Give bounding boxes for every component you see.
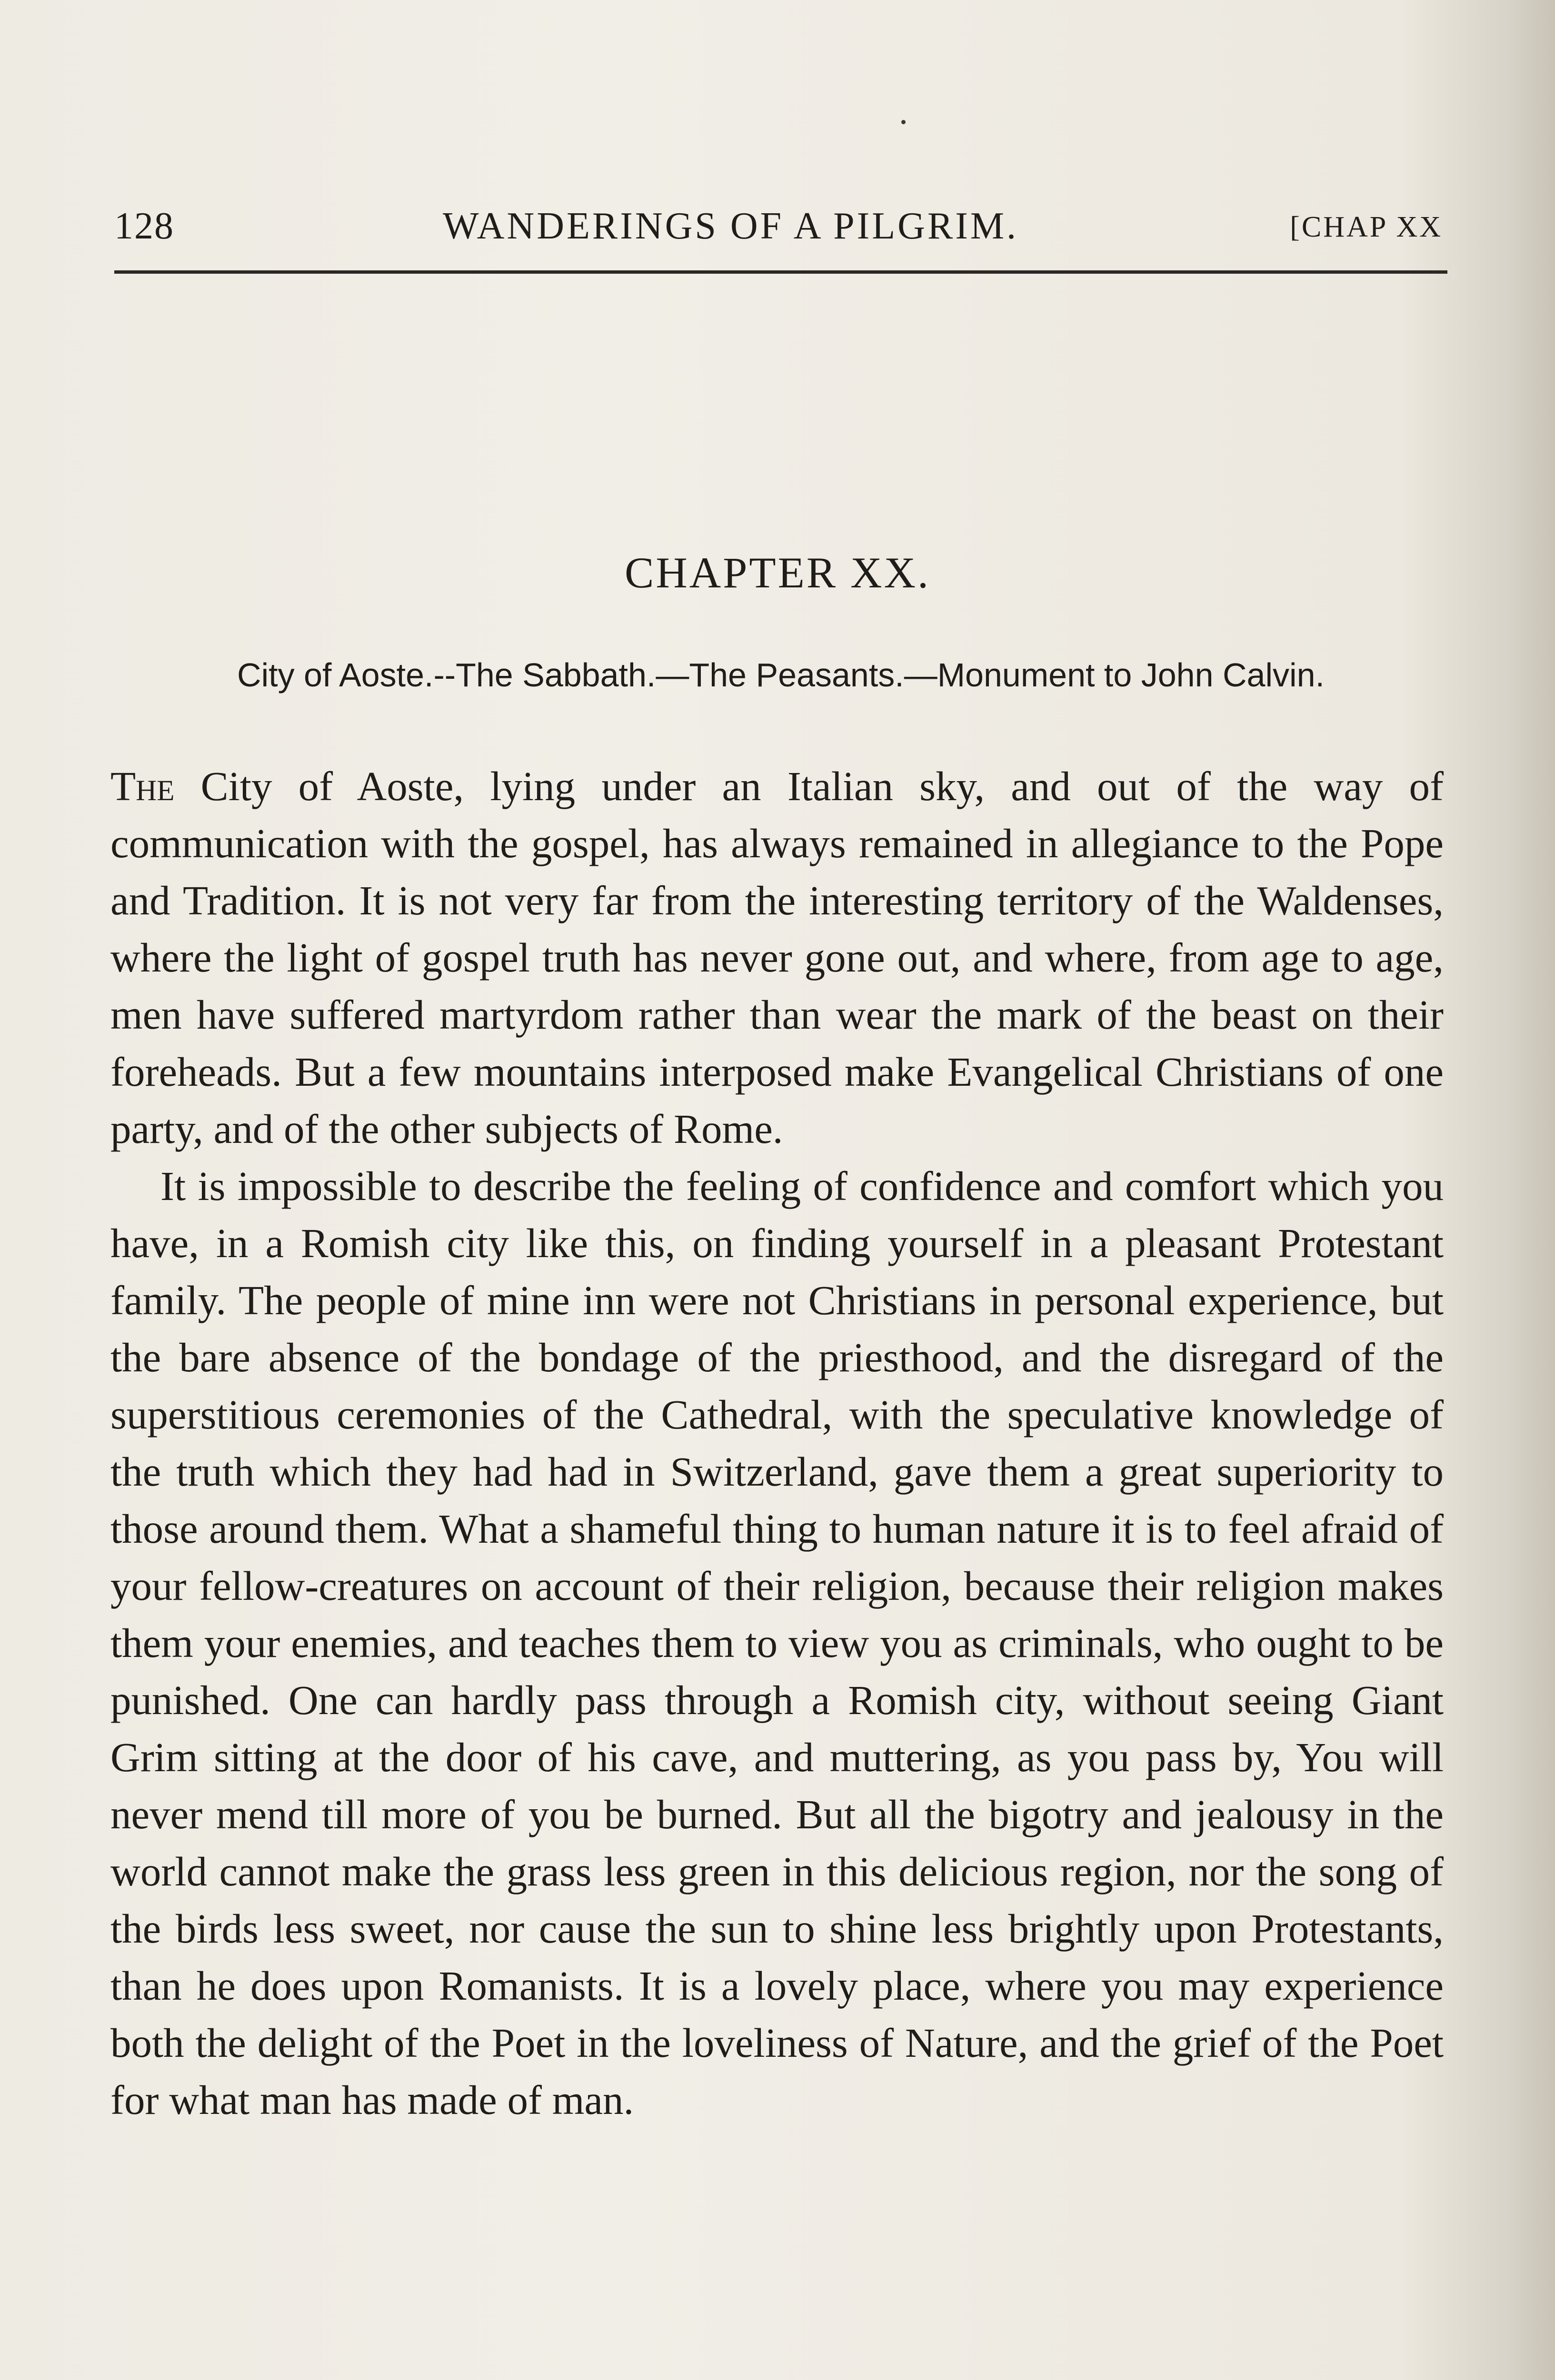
chapter-summary: City of Aoste.--The Sabbath.—The Peasants.—Monument to John Calvin. [237, 656, 1325, 694]
running-title: WANDERINGS OF A PILGRIM. [443, 205, 1018, 247]
paragraph-1-lead: The [110, 763, 175, 809]
paragraph-1-text: City of Aoste, lying under an Italian sky, and out of the way of communication with the gospel, has always remained in allegiance to the Pope and Tradition. It is not very far from the interesting territory of the Waldenses, where the light of gospel truth has never gone out, and where, from age to age, men have suffered martyrdom rather than wear the mark of the beast on their foreheads. But a few mountains interposed make Evangelical Christians of one party, and of the other subjects of Rome. [110, 763, 1444, 1152]
header-rule [114, 270, 1447, 274]
page-number: 128 [114, 205, 174, 247]
paragraph-1 [110, 758, 1444, 1158]
chapter-reference: [CHAP XX [1290, 211, 1443, 243]
chapter-title: CHAPTER XX. [624, 548, 931, 597]
ink-speck [901, 120, 906, 124]
running-header [114, 205, 1443, 257]
body-text [110, 758, 1444, 2129]
paragraph-2: It is impossible to describe the feeling of confidence and comfort which you have, in a Romish city like this, on finding yourself in a pleasant Protestant family. The people of mine inn were not Christians in personal experience, but the bare absence of the bondage of the priesthood, and the disregard of the superstitious ceremonies of the Cathedral, with the speculative knowledge of the truth which they had had in Switzerland, gave them a great superiority to those around them. What a shameful thing to human nature it is to feel afraid of your fellow-creatures on account of their religion, because their religion makes them your enemies, and teaches them to view you as criminals, who ought to be punished. One can hardly pass through a Romish city, without seeing Giant Grim sitting at the door of his cave, and muttering, as you pass by, You will never mend till more of you be burned. But all the bigotry and jealousy in the world cannot make the grass less green in this delicious region, nor the song of the birds less sweet, nor cause the sun to shine less brightly upon Protestants, than he does upon Romanists. It is a lovely place, where you may experience both the delight of the Poet in the loveliness of Nature, and the grief of the Poet for what man has made of man. [110, 1163, 1444, 2123]
